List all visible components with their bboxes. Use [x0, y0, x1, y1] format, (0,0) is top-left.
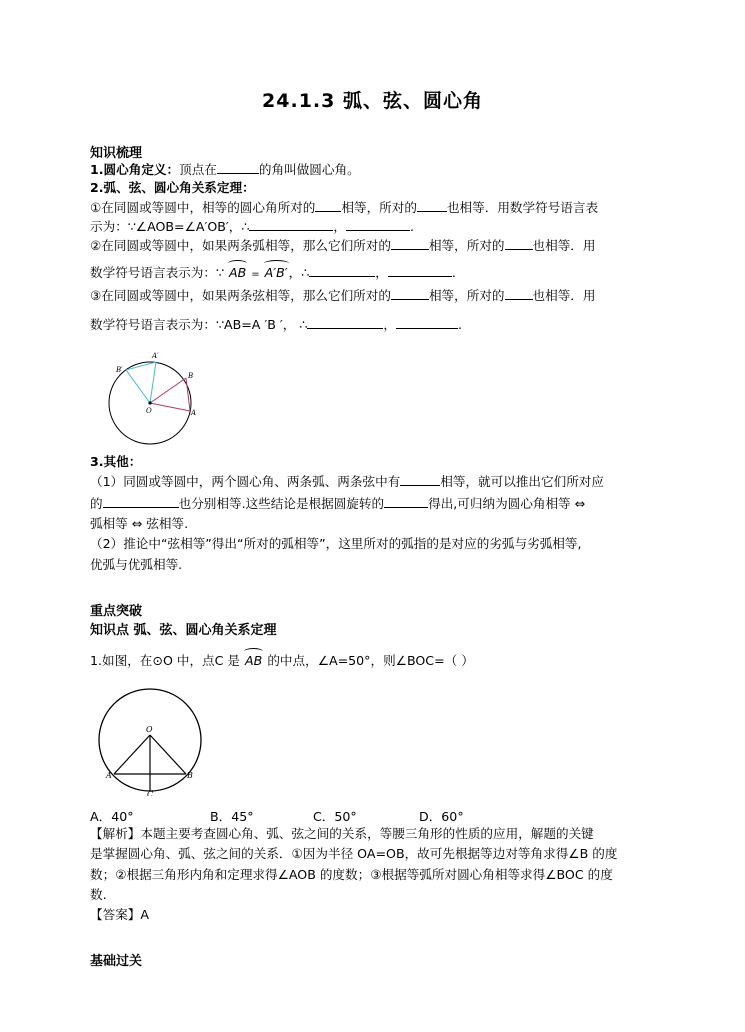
label-a: A: [191, 409, 197, 417]
radius-ob: [150, 378, 186, 403]
theorem-label: 2.弧、弦、圆心角关系定理：: [90, 180, 255, 195]
text: 得出,可归纳为圆心角相等 ⇔: [428, 496, 586, 511]
other-line-5: 优弧与优弧相等.: [90, 557, 183, 572]
blank: [505, 287, 533, 300]
text: ，∴: [288, 265, 310, 280]
theorem-line-4: [90, 264, 456, 283]
label-a: A: [106, 771, 112, 780]
text: ①在同圆或等圆中，相等的圆心角所对的: [90, 200, 316, 215]
text: ，: [333, 219, 346, 234]
segment-ob: [150, 735, 186, 774]
text: 也相等．用: [532, 238, 596, 253]
theorem-line-6: [90, 316, 462, 333]
center-point: [148, 401, 151, 404]
text: .: [451, 265, 456, 280]
blank: [217, 161, 259, 174]
text: 相等，所对的: [428, 288, 505, 303]
blank: [400, 473, 440, 486]
blank: [315, 199, 341, 212]
analysis-line-4: 数.: [90, 887, 107, 902]
option-a: A．40°: [90, 809, 134, 824]
text: 相等，所对的: [341, 200, 417, 215]
option-c: C．50°: [313, 809, 357, 824]
text: ′OB′，∴: [204, 219, 250, 234]
text: 也相等．用数学符号语言表: [446, 200, 599, 215]
theorem-line-1: [90, 199, 598, 216]
blank: [388, 264, 452, 277]
definition-label: 1.圆心角定义：: [90, 162, 180, 177]
equals-sign: =: [251, 269, 260, 280]
text: 数学符号语言表示为：∵: [90, 265, 224, 280]
blank: [307, 316, 383, 329]
label-c: C: [147, 790, 154, 796]
label-b: B: [187, 771, 193, 780]
circle-figure-2: [96, 686, 206, 796]
blank: [103, 495, 179, 508]
subheading-knowledge-point: 知识点 弧、弦、圆心角关系定理: [90, 623, 277, 638]
blank: [384, 495, 428, 508]
text: .: [409, 219, 414, 234]
text: ，: [375, 265, 388, 280]
text: 的中点，∠A=50°，则∠BOC=（ ）: [267, 653, 474, 668]
text: 相等，就可以推出它们所对应: [440, 474, 604, 489]
other-line-2: [90, 495, 585, 512]
label-o: O: [146, 407, 152, 415]
text: 的: [90, 496, 103, 511]
other-line-3: 弧相等 ⇔ 弦相等.: [90, 516, 189, 531]
radius-oa1: [150, 362, 156, 403]
section-heading-focus: 重点突破: [90, 604, 143, 619]
page-title: 24.1.3 弧、弦、圆心角: [262, 90, 483, 112]
analysis-line-1: 【解析】本题主要考查圆心角、弧、弦之间的关系，等腰三角形的性质的应用，解题的关键: [90, 826, 594, 841]
analysis-line-3: 数；②根据三角形内角和定理求得∠AOB 的度数；③根据等弧所对圆心角相等求得∠BOC 的度: [90, 867, 613, 882]
text: 相等，所对的: [428, 238, 505, 253]
theorem-line-3: [90, 237, 595, 254]
radius-oa: [150, 403, 190, 411]
text: ，: [383, 317, 396, 332]
theorem-line-2: [90, 218, 414, 235]
theorem-line-5: [90, 287, 595, 304]
text: ②在同圆或等圆中，如果两条弧相等，那么它们所对的: [90, 238, 391, 253]
question-1: [90, 653, 474, 669]
text: ③在同圆或等圆中，如果两条弦相等，那么它们所对的: [90, 288, 391, 303]
option-b: B．45°: [210, 809, 254, 824]
blank: [346, 218, 410, 231]
arc-ab-q1: AB: [245, 653, 263, 668]
chord-ab: [186, 378, 190, 411]
text: 数学符号语言表示为：∵AB=A ′B ′， ∴: [90, 317, 308, 332]
label-b: B: [188, 372, 194, 380]
blank: [249, 218, 333, 231]
text: （1）同圆或等圆中，两个圆心角、两条弧、两条弦中有: [90, 474, 401, 489]
arc-a1b1: A′B′: [264, 265, 288, 280]
label-b1: B′: [116, 366, 123, 374]
other-line-1: [90, 473, 604, 490]
segment-oa: [114, 735, 150, 774]
text: 也相等．用: [532, 288, 596, 303]
text: 示为：∵∠AOB=∠A: [90, 219, 205, 234]
analysis-line-2: 是掌握圆心角、弧、弦之间的关系．①因为半径 OA=OB，故可先根据等边对等角求得∠B 的度: [90, 846, 618, 861]
option-d: D．60°: [419, 809, 464, 824]
other-label: 3.其他：: [90, 454, 142, 469]
definition-line: [90, 161, 360, 178]
label-a1: A′: [152, 352, 159, 360]
arc-ab: AB: [228, 265, 247, 280]
answer-line: 【答案】A: [90, 907, 149, 922]
section-heading-basic: 基础过关: [90, 954, 143, 969]
radius-ob1: [126, 370, 150, 403]
label-o: O: [146, 725, 153, 734]
blank: [391, 287, 429, 300]
section-heading-knowledge: 知识梳理: [90, 146, 143, 161]
blank: [417, 199, 447, 212]
text: 的角叫做圆心角。: [258, 162, 360, 177]
blank: [505, 237, 533, 250]
other-line-4: （2）推论中“弦相等”得出“所对的弧相等”，这里所对的弧指的是对应的劣弧与劣弧相等,: [90, 536, 582, 551]
text: 1.如图，在⊙O 中，点C 是: [90, 653, 241, 668]
text: 也分别相等.这些结论是根据圆旋转的: [178, 496, 385, 511]
blank: [309, 264, 375, 277]
text: 顶点在: [179, 162, 217, 177]
text: .: [457, 317, 462, 332]
blank: [396, 316, 458, 329]
blank: [391, 237, 429, 250]
circle-figure-1: [104, 348, 204, 448]
